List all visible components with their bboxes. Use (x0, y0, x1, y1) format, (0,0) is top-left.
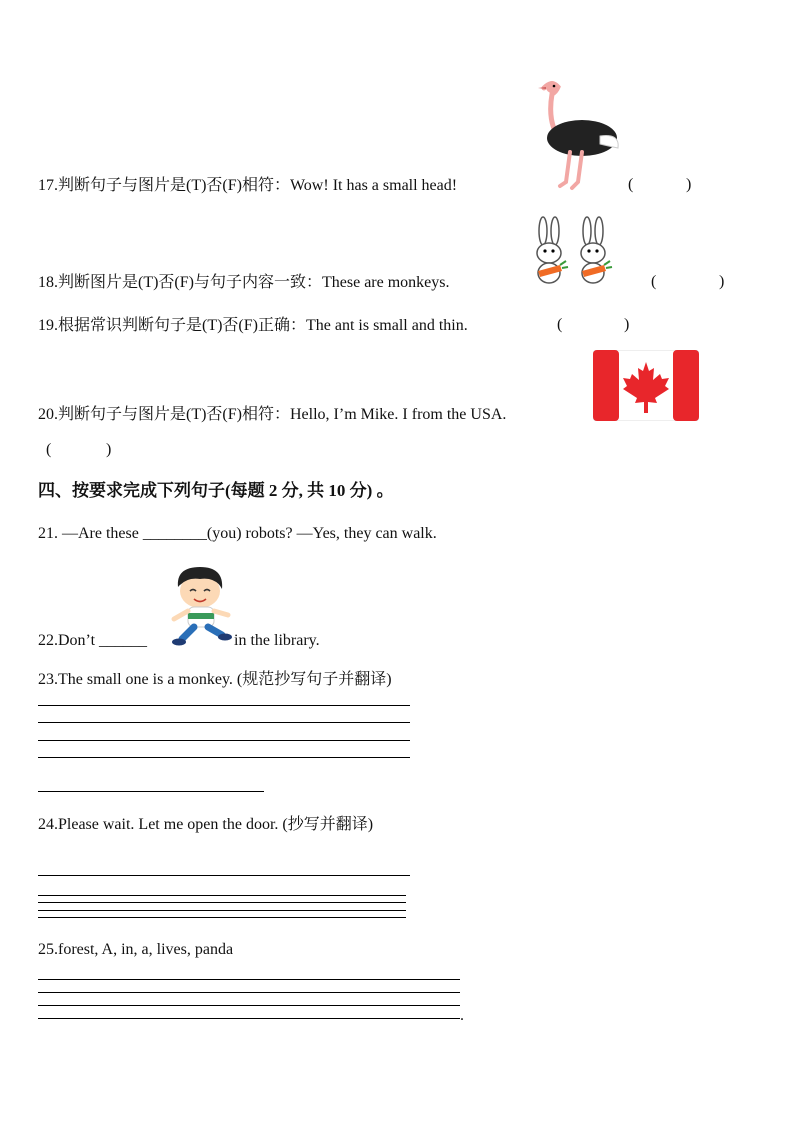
question-22-before: 22.Don’t ______ (38, 632, 148, 649)
answer-line (38, 757, 410, 758)
answer-paren-open-19: ( (557, 316, 563, 333)
answer-line (38, 917, 406, 918)
question-22-after: in the library. (234, 632, 320, 649)
answer-paren-open-18: ( (651, 273, 657, 290)
answer-paren-close-20: ) (106, 441, 112, 458)
answer-line (38, 875, 410, 876)
question-19-text: 19.根据常识判断句子是(T)否(F)正确：The ant is small and thin. (38, 317, 468, 334)
section-4-heading: 四、按要求完成下列句子(每题 2 分, 共 10 分) 。 (38, 481, 394, 500)
question-23-text: 23.The small one is a monkey. (规范抄写句子并翻译) (38, 671, 392, 688)
ostrich-icon (530, 78, 622, 193)
answer-line (38, 705, 410, 706)
running-boy-icon (166, 563, 234, 647)
answer-line (38, 910, 406, 911)
question-20-text: 20.判断句子与图片是(T)否(F)相符：Hello, I’m Mike. I from the USA. (38, 406, 507, 423)
question-25-text: 25.forest, A, in, a, lives, panda (38, 941, 234, 958)
answer-line (38, 722, 410, 723)
answer-paren-open-17: ( (628, 176, 634, 193)
question-17-text: 17.判断句子与图片是(T)否(F)相符：Wow! It has a small head! (38, 177, 458, 194)
answer-paren-close-18: ) (719, 273, 725, 290)
canada-flag-icon (593, 350, 699, 421)
answer-line (38, 992, 460, 993)
answer-line (38, 1005, 460, 1006)
answer-line (38, 979, 460, 980)
answer-line (38, 895, 406, 896)
answer-line (38, 902, 406, 903)
answer-line (38, 791, 264, 792)
question-24-text: 24.Please wait. Let me open the door. (抄写并翻译) (38, 816, 374, 833)
question-25-end-mark: . (460, 1007, 464, 1024)
answer-paren-close-19: ) (624, 316, 630, 333)
answer-line (38, 1018, 460, 1019)
answer-paren-open-20: ( (46, 441, 52, 458)
rabbits-icon (528, 215, 620, 287)
answer-line (38, 740, 410, 741)
answer-paren-close-17: ) (686, 176, 692, 193)
question-21-text: 21. —Are these ________(you) robots? —Yes, they can walk. (38, 525, 437, 542)
question-18-text: 18.判断图片是(T)否(F)与句子内容一致：These are monkeys. (38, 274, 450, 291)
